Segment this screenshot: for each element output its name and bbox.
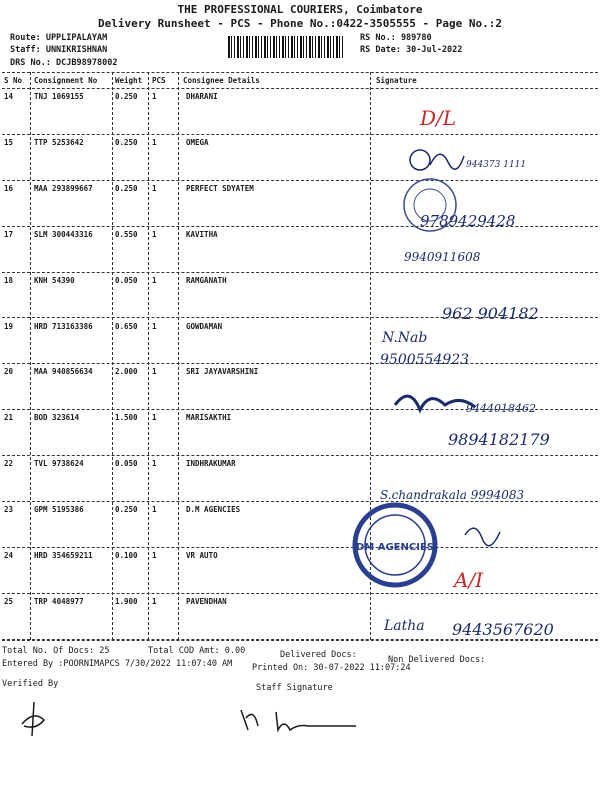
barcode-image — [228, 36, 343, 58]
handwritten-phone: 9789429428 — [420, 212, 516, 230]
staff-signature-label: Staff Signature — [256, 683, 333, 693]
row-sno: 20 — [4, 367, 14, 377]
row-weight: 1.500 — [115, 413, 138, 423]
col-signature: Signature — [376, 76, 417, 85]
row-consignment: KNH 54390 — [34, 275, 75, 285]
handwritten-phone: 9443567620 — [452, 620, 554, 639]
row-sno: 23 — [4, 505, 14, 515]
row-rule — [2, 363, 598, 364]
col-pcs: PCS — [152, 76, 166, 85]
row-sno: 18 — [4, 275, 14, 285]
row-consignee: RAMGANATH — [186, 275, 227, 285]
row-sno: 15 — [4, 137, 14, 147]
entered-by: Entered By :POORNIMAPCS 7/30/2022 11:07:40 AM — [2, 659, 233, 669]
row-pcs: 1 — [152, 137, 157, 147]
row-sno: 16 — [4, 183, 14, 193]
table-bottom-rule — [2, 640, 598, 641]
row-consignee: PERFECT SDYATEM — [186, 183, 254, 193]
verifier-signature — [14, 700, 54, 740]
runsheet-title: THE PROFESSIONAL COURIERS, Coimbatore — [177, 3, 423, 16]
drs-number: DRS No.: DCJB98978002 — [10, 58, 118, 68]
table-row — [0, 138, 600, 178]
row-sno: 17 — [4, 229, 14, 239]
row-weight: 0.100 — [115, 551, 138, 560]
signature-scribble — [460, 520, 510, 550]
row-sno: 24 — [4, 551, 14, 560]
row-sno: 21 — [4, 413, 14, 423]
col-sno: S No — [4, 76, 23, 85]
handwritten-phone: 962 904182 — [442, 304, 539, 323]
table-row — [0, 322, 600, 362]
row-consignment: GPM 5195386 — [34, 505, 84, 515]
rs-number: RS No.: 989780 — [360, 33, 432, 43]
handwritten-name: Latha — [384, 618, 425, 634]
row-weight: 1.900 — [115, 596, 138, 606]
row-sno: 25 — [4, 596, 14, 606]
row-pcs: 1 — [152, 459, 157, 469]
row-consignment: TTP 5253642 — [34, 137, 84, 147]
handwritten-phone: 9500554923 — [380, 352, 470, 368]
row-pcs: 1 — [152, 183, 157, 193]
row-rule — [2, 455, 598, 456]
total-cod: Total COD Amt: 0.00 — [148, 646, 246, 656]
row-consignment: TRP 4048977 — [34, 596, 84, 606]
row-weight: 0.550 — [115, 229, 138, 239]
table-row — [0, 551, 600, 591]
row-consignment: SLM 300443316 — [34, 229, 93, 239]
delivered-docs: Delivered Docs: — [280, 650, 357, 660]
handwritten-phone: 944373 1111 — [466, 160, 527, 170]
table-row — [0, 92, 600, 132]
runsheet-subtitle: Delivery Runsheet - PCS - Phone No.:0422-3505555 - Page No.:2 — [98, 17, 502, 30]
handwritten-name: N.Nab — [382, 330, 428, 346]
rs-date: RS Date: 30-Jul-2022 — [360, 45, 463, 55]
row-consignee: GOWDAMAN — [186, 321, 223, 331]
verified-by-label: Verified By — [2, 679, 59, 689]
row-rule — [2, 593, 598, 594]
handwritten-note: A/I — [454, 568, 484, 592]
staff-label: Staff: UNNIKRISHNAN — [10, 45, 108, 55]
row-rule — [2, 134, 598, 135]
table-header-rule — [2, 88, 598, 89]
col-weight: Weight — [115, 76, 143, 85]
col-consignment: Consignment No — [34, 76, 98, 85]
row-weight: 2.000 — [115, 367, 138, 377]
row-weight: 0.250 — [115, 183, 138, 193]
non-delivered-docs: Non Delivered Docs: — [388, 655, 486, 665]
row-weight: 0.050 — [115, 275, 138, 285]
handwritten-phone: 9940911608 — [404, 250, 481, 264]
row-consignment: HRD 354659211 — [34, 551, 93, 560]
row-consignee: VR AUTO — [186, 551, 218, 560]
row-pcs: 1 — [152, 596, 157, 606]
row-consignment: MAA 293899667 — [34, 183, 93, 193]
handwritten-name: S.chandrakala 9994083 — [380, 488, 525, 502]
total-docs: Total No. Of Docs: 25 — [2, 646, 110, 656]
handwritten-phone: 9894182179 — [448, 430, 550, 449]
signature-scribble — [390, 385, 480, 425]
handwritten-phone: 9444018462 — [466, 402, 536, 415]
route-label: Route: UPPLIPALAYAM — [10, 33, 108, 43]
row-weight: 0.250 — [115, 92, 138, 101]
row-pcs: 1 — [152, 321, 157, 331]
handwritten-note: D/L — [420, 106, 457, 130]
table-row — [0, 230, 600, 270]
row-pcs: 1 — [152, 413, 157, 423]
printed-on: Printed On: 30-07-2022 11:07:24 — [252, 663, 411, 673]
table-top-rule — [2, 72, 598, 73]
row-consignment: TVL 9738624 — [34, 459, 84, 469]
row-consignee: MARISAKTHI — [186, 413, 232, 423]
row-weight: 0.050 — [115, 459, 138, 469]
row-sno: 19 — [4, 321, 14, 331]
row-consignment: HRD 713163386 — [34, 321, 93, 331]
row-consignment: MAA 940856634 — [34, 367, 93, 377]
row-consignee: D.M AGENCIES — [186, 505, 241, 515]
row-pcs: 1 — [152, 367, 157, 377]
round-seal — [400, 175, 460, 235]
row-consignee: SRI JAYAVARSHINI — [186, 367, 259, 377]
row-consignee: PAVENDHAN — [186, 596, 227, 606]
row-consignment: TNJ 1069155 — [34, 92, 84, 101]
row-weight: 0.650 — [115, 321, 138, 331]
row-pcs: 1 — [152, 229, 157, 239]
col-consignee: Consignee Details — [183, 76, 260, 85]
stamp-text: DM AGENCIES — [356, 542, 434, 553]
row-pcs: 1 — [152, 551, 157, 560]
row-weight: 0.250 — [115, 505, 138, 515]
row-pcs: 1 — [152, 92, 157, 101]
row-consignee: OMEGA — [186, 137, 209, 147]
row-sno: 22 — [4, 459, 14, 469]
signature-scribble — [400, 140, 480, 180]
row-rule — [2, 180, 598, 181]
staff-signature — [236, 700, 366, 740]
row-pcs: 1 — [152, 275, 157, 285]
row-rule — [2, 272, 598, 273]
row-consignment: BOD 323614 — [34, 413, 80, 423]
row-consignee: KAVITHA — [186, 229, 218, 239]
table-row — [0, 505, 600, 545]
company-stamp — [350, 500, 440, 590]
row-consignee: DHARANI — [186, 92, 218, 101]
row-pcs: 1 — [152, 505, 157, 515]
row-consignee: INDHRAKUMAR — [186, 459, 236, 469]
row-sno: 14 — [4, 92, 14, 101]
row-weight: 0.250 — [115, 137, 138, 147]
